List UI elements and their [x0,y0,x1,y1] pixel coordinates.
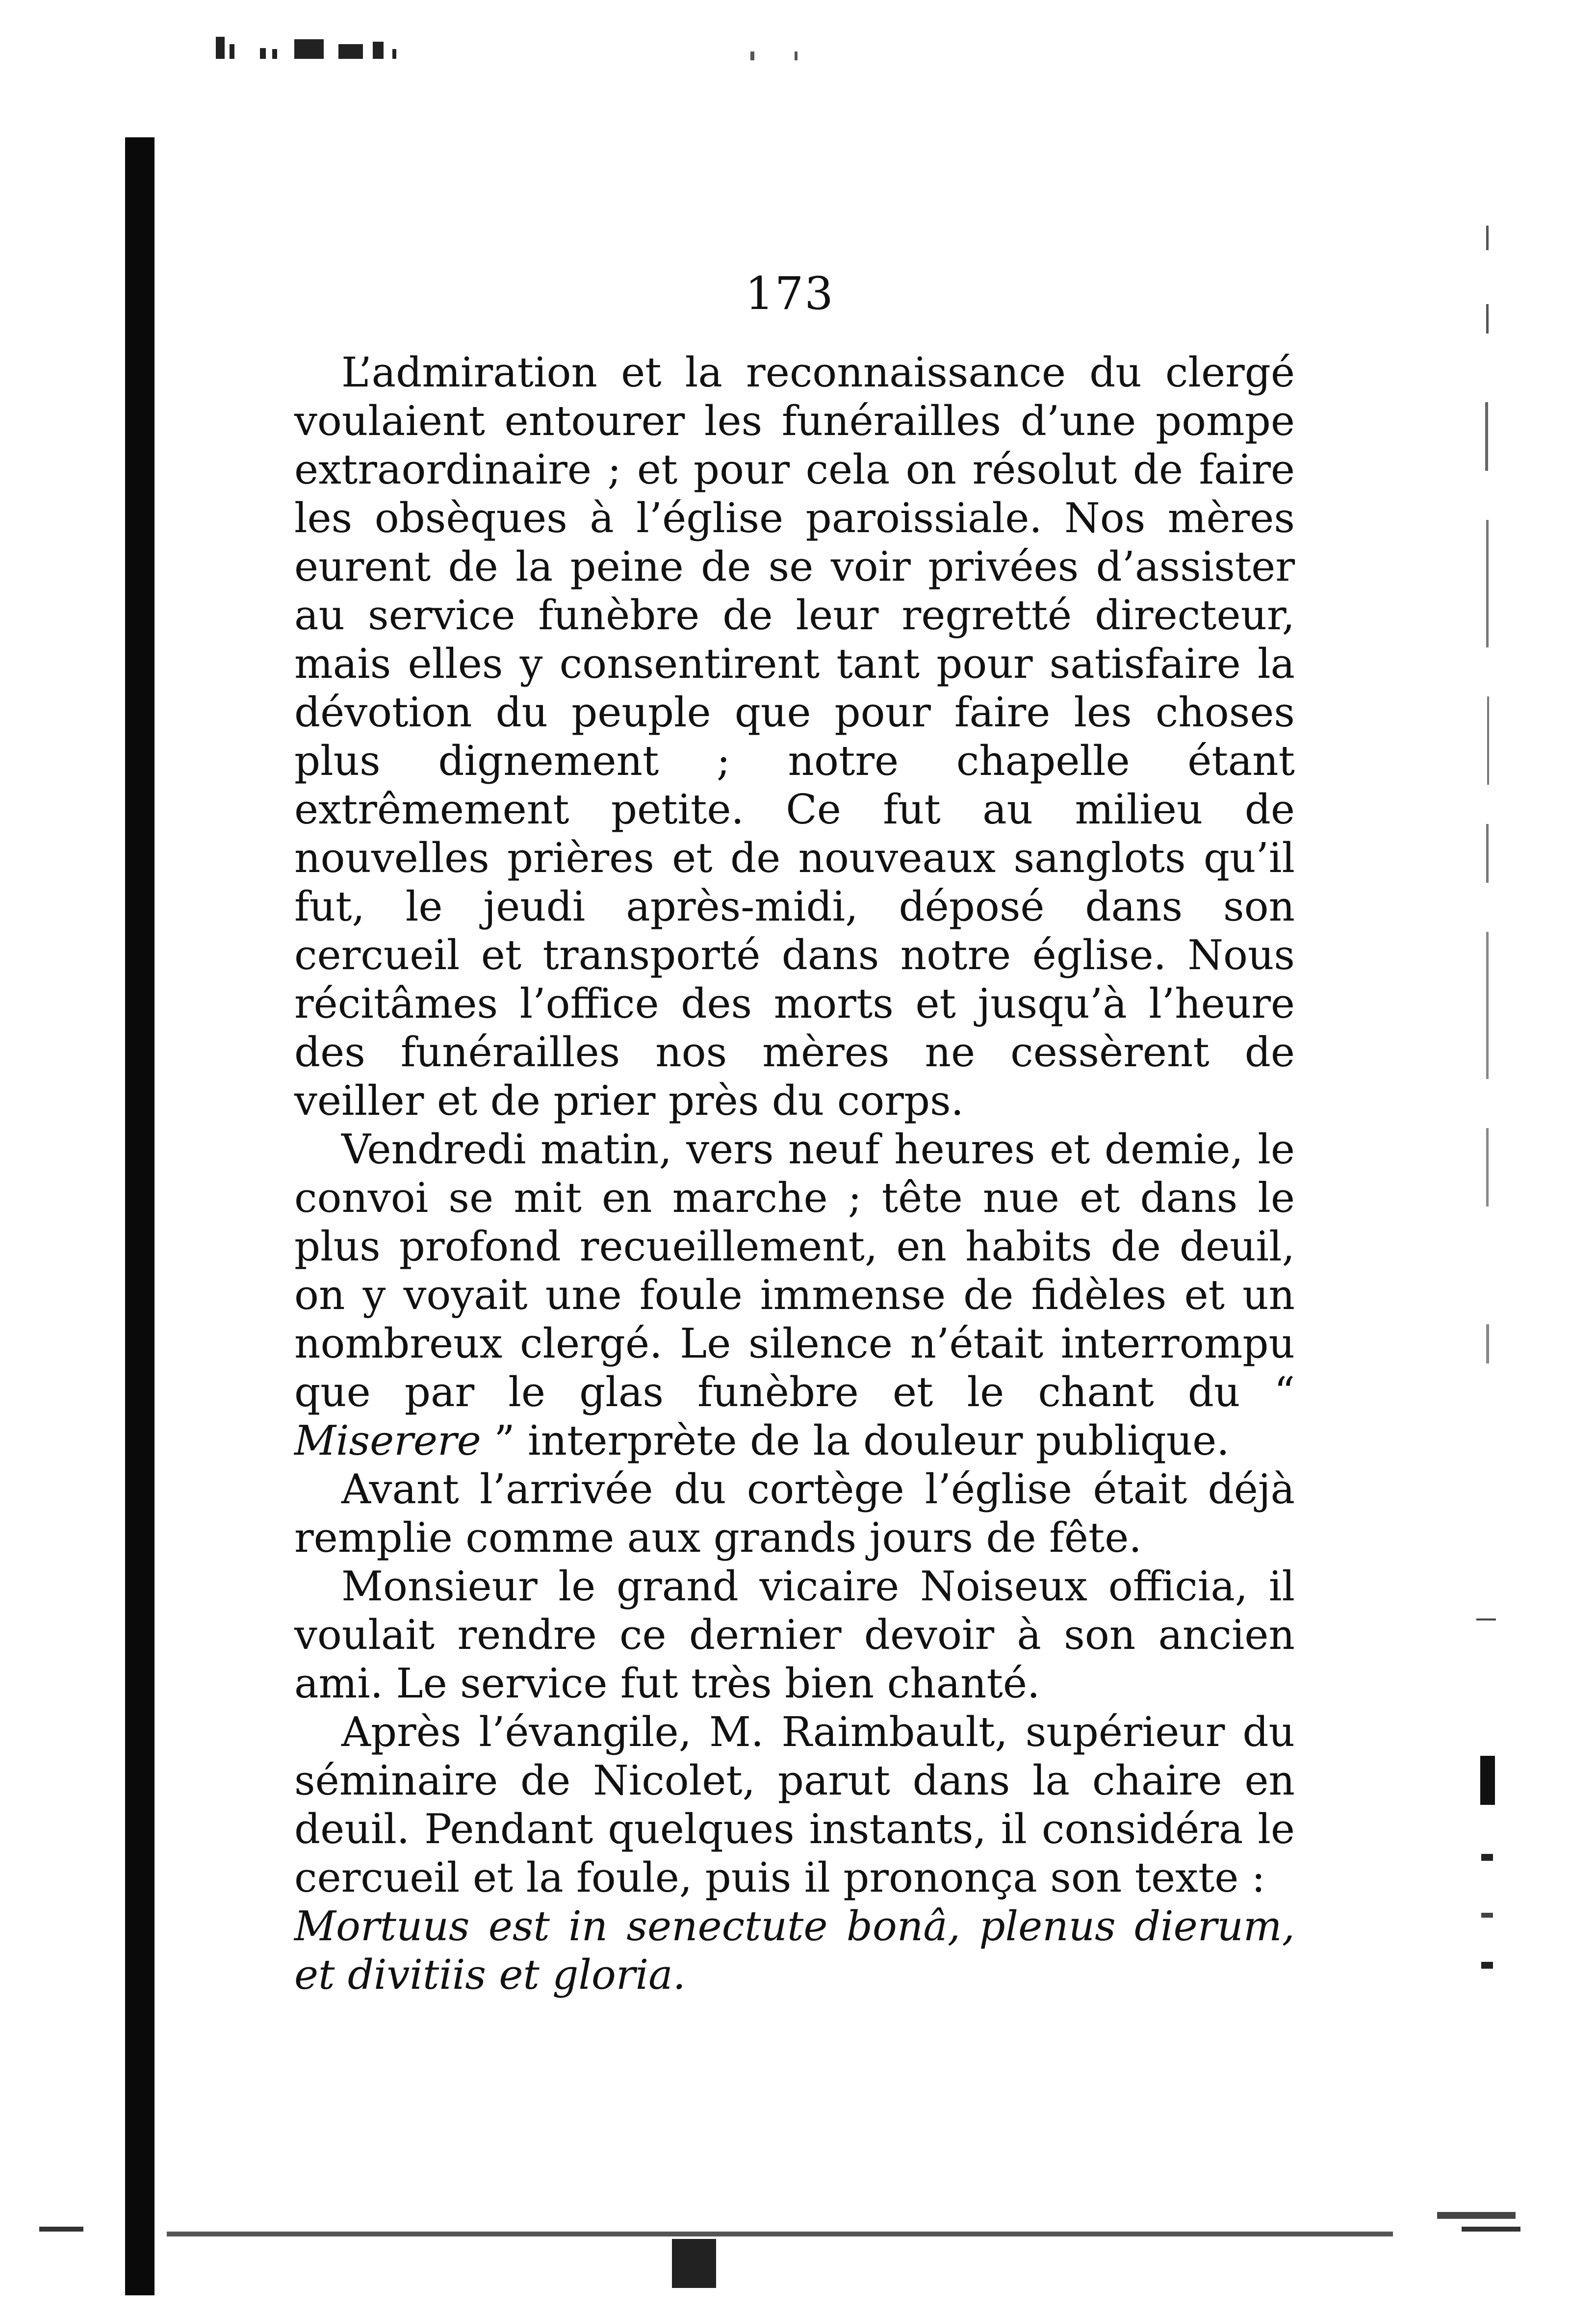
paragraph-2-before: Vendredi matin, vers neuf heures et demie, le convoi se mit en marche ; tête nue et dans le plus profond recueillement, en habits de deuil, on y voyait une foule immense de fidèles et un nombreux clergé. Le silence n’était interrompu que par le glas funèbre et le chant du “ [294,1126,1295,1416]
paragraph-1: L’admiration et la reconnaissance du clergé voulaient entourer les funérailles d’une pompe extraordinaire ; et pour cela on résolut de faire les obsèques à l’église paroissiale. Nos mères eurent de la peine de se voir privées d’assister au service funèbre de leur regretté directeur, mais elles y consentirent tant pour satisfaire la dévotion du peuple que pour faire les choses plus dignement ; notre chapelle étant extrêmement petite. Ce fut au milieu de nouvelles prières et de nouveaux sanglots qu’il fut, le jeudi après-midi, déposé dans son cercueil et transporté dans notre église. Nous récitâmes l’office des morts et jusqu’à l’heure des funérailles nos mères ne cessèrent de veiller et de prier près du corps. [294,349,1295,1125]
paragraph-2-after: ” interprète de la douleur publique. [481,1417,1230,1464]
body-text [294,348,1295,1999]
page-number: 173 [745,267,834,320]
paragraph-2 [294,1125,1295,1465]
binding-edge [125,137,154,2295]
paragraph-3: Avant l’arrivée du cortège l’église était déjà remplie comme aux grands jours de fête. [294,1465,1295,1562]
scan-noise-bottom [39,2192,1550,2290]
paragraph-5: Après l’évangile, M. Raimbault, supérieur du séminaire de Nicolet, parut dans la chaire en deuil. Pendant quelques instants, il considéra le cercueil et la foule, puis il prononça son texte : [294,1708,1295,1901]
scan-noise-top [216,29,829,64]
paragraph-4: Monsieur le grand vicaire Noiseux officia, il voulait rendre ce dernier devoir à son ancien ami. Le service fut très bien chanté. [294,1563,1295,1707]
miserere-italic: Miserere [294,1417,481,1464]
scan-noise-right [1467,147,1511,2109]
latin-quote: Mortuus est in senectute bonâ, plenus dierum, et divitiis et gloria. [294,1902,1295,1999]
